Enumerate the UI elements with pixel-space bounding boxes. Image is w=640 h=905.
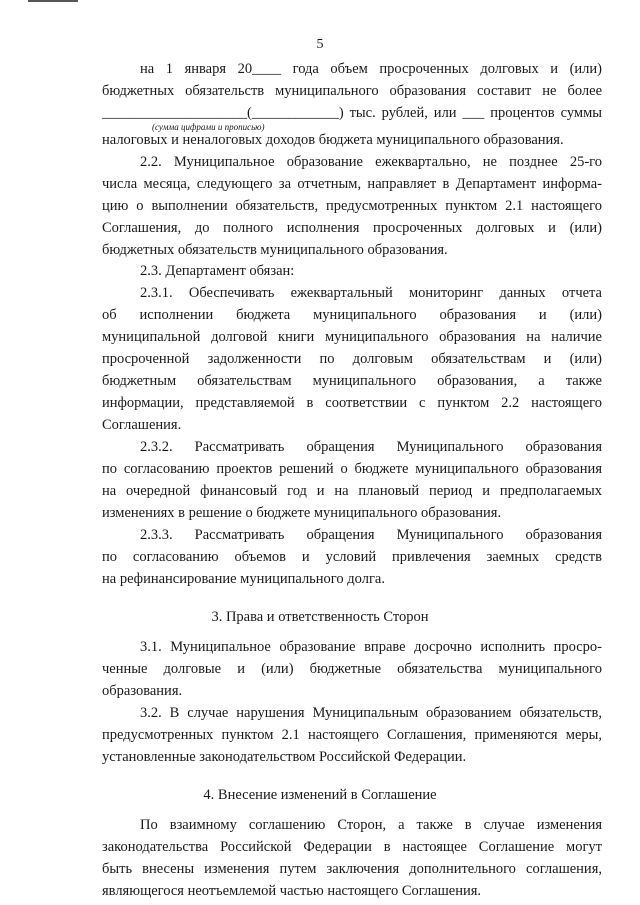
paragraph-line: являющегося неотъемлемой частью настоящего Соглашения. [102, 883, 482, 899]
paragraph-line: образования. [102, 683, 183, 699]
paragraph-line: информации, представляемой в соответствии с пунктом 2.2 настоящего [102, 395, 602, 411]
paragraph-line: об исполнении бюджета муниципального образования и (или) [102, 307, 602, 323]
paragraph-line: по согласованию объемов и условий привлечения заемных средств [102, 549, 602, 565]
section-heading: 4. Внесение изменений в Соглашение [203, 787, 437, 803]
paragraph-line: на 1 января 20____ года объем просроченных долговых и (или) [140, 61, 602, 77]
paragraph-line: Соглашения, до полного исполнения просроченных долговых и (или) [102, 220, 602, 236]
paragraph-line: 2.3.3. Рассматривать обращения Муниципального образования [140, 527, 602, 543]
paragraph-line: бюджетным обязательствам муниципального образования, а также [102, 373, 602, 389]
paragraph-line: 2.3.2. Рассматривать обращения Муниципального образования [140, 439, 602, 455]
paragraph-line: Соглашения. [102, 417, 182, 433]
corner-scan-mark [28, 0, 78, 2]
paragraph-line: По взаимному соглашению Сторон, а также в случае изменения [140, 817, 602, 833]
paragraph-line: налоговых и неналоговых доходов бюджета муниципального образования. [102, 132, 564, 148]
paragraph-line: числа месяца, следующего за отчетным, направляет в Департамент информа- [102, 176, 602, 192]
paragraph-line: 2.2. Муниципальное образование ежеквартально, не позднее 25-го [140, 154, 602, 170]
paragraph-line: на очередной финансовый год и на плановый период и предполагаемых [102, 483, 602, 499]
paragraph-line: 3.1. Муниципальное образование вправе досрочно исполнить просро- [140, 639, 602, 655]
paragraph-line: муниципальной долговой книги муниципального образования на наличие [102, 329, 602, 345]
paragraph-line: 2.3.1. Обеспечивать ежеквартальный мониторинг данных отчета [140, 285, 602, 301]
paragraph-line: законодательства Российской Федерации в настоящее Соглашение могут [102, 839, 602, 855]
paragraph-line: цию о выполнении обязательств, предусмотренных пунктом 2.1 настоящего [102, 198, 602, 214]
paragraph-line: изменениях в решение о бюджете муниципального образования. [102, 505, 502, 521]
paragraph-line: быть внесены изменения путем заключения дополнительного соглашения, [102, 861, 602, 877]
paragraph-line: предусмотренных пунктом 2.1 настоящего Соглашения, применяются меры, [102, 727, 602, 743]
paragraph-line: бюджетных обязательств муниципального образования. [102, 242, 448, 258]
paragraph-line: 2.3. Департамент обязан: [140, 263, 295, 279]
paragraph-line: ____________________(____________) тыс. рублей, или ___ процентов суммы [102, 105, 602, 121]
section-heading: 3. Права и ответственность Сторон [211, 609, 429, 625]
paragraph-line: по согласованию проектов решений о бюджете муниципального образования [102, 461, 602, 477]
paragraph-line: просроченной задолженности по долговым обязательствам и (или) [102, 351, 602, 367]
paragraph-line: ченные долговые и (или) бюджетные обязательства муниципального [102, 661, 602, 677]
paragraph-line: бюджетных обязательств муниципального образования составит не более [102, 83, 602, 99]
field-caption: (сумма цифрами и прописью) [152, 122, 265, 132]
page-number: 5 [316, 37, 324, 52]
paragraph-line: установленные законодательством Российской Федерации. [102, 749, 467, 765]
paragraph-line: на рефинансирование муниципального долга. [102, 571, 385, 587]
paragraph-line: 3.2. В случае нарушения Муниципальным образованием обязательств, [140, 705, 602, 721]
